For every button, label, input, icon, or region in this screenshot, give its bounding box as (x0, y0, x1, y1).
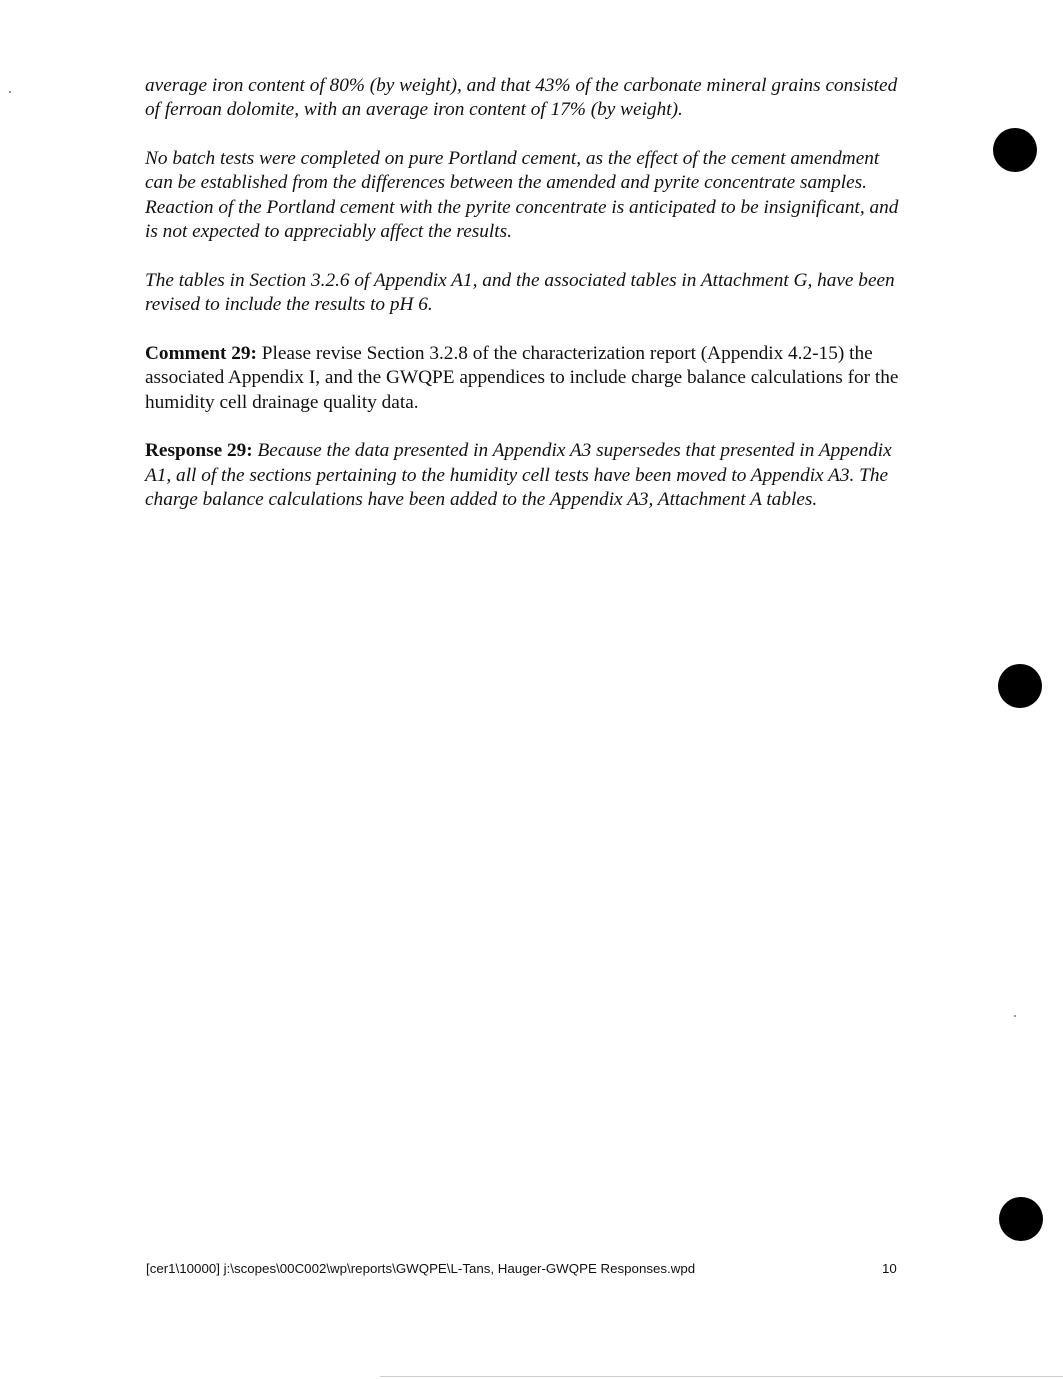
paragraph-iron-content: average iron content of 80% (by weight), and that 43% of the carbonate mineral grains consisted of ferroan dolomite, with an average iron content of 17% (by weight). (145, 75, 898, 121)
page-number: 10 (882, 1261, 897, 1276)
scan-speck (9, 91, 11, 93)
scan-edge-line (380, 1376, 1063, 1377)
footer-file-path: [cer1\10000] j:\scopes\00C002\wp\reports\GWQPE\L-Tans, Hauger-GWQPE Responses.wpd (146, 1261, 696, 1276)
binder-hole-top (993, 128, 1037, 172)
paragraph-batch-tests: No batch tests were completed on pure Portland cement, as the effect of the cement amendment can be established from the differences between the amended and pyrite concentrate samples. Reaction of the Portland cement with the pyrite concentrate is anticipated to be insignificant, and is not expected to appreciably affect the results. (145, 148, 899, 243)
response-29 (145, 439, 905, 512)
scan-speck (1014, 1015, 1016, 1017)
comment-29-label: Comment 29: (145, 342, 257, 364)
response-29-text: Because the data presented in Appendix A3 supersedes that presented in Appendix A1, all of the sections pertaining to the humidity cell tests have been moved to Appendix A3. The charge balance calculations have been added to the Appendix A3, Attachment A tables. (145, 440, 892, 511)
response-29-label: Response 29: (145, 440, 253, 462)
binder-hole-bottom (999, 1197, 1043, 1241)
paragraph-revised-tables: The tables in Section 3.2.6 of Appendix A1, and the associated tables in Attachment G, have been revised to include the results to pH 6. (145, 269, 895, 316)
comment-29-text: Please revise Section 3.2.8 of the characterization report (Appendix 4.2-15) the associated Appendix I, and the GWQPE appendices to include charge balance calculations for the humidity cell drainage quality data. (145, 342, 899, 413)
binder-hole-middle (998, 664, 1042, 708)
comment-29 (145, 342, 905, 415)
body-content (145, 74, 905, 537)
